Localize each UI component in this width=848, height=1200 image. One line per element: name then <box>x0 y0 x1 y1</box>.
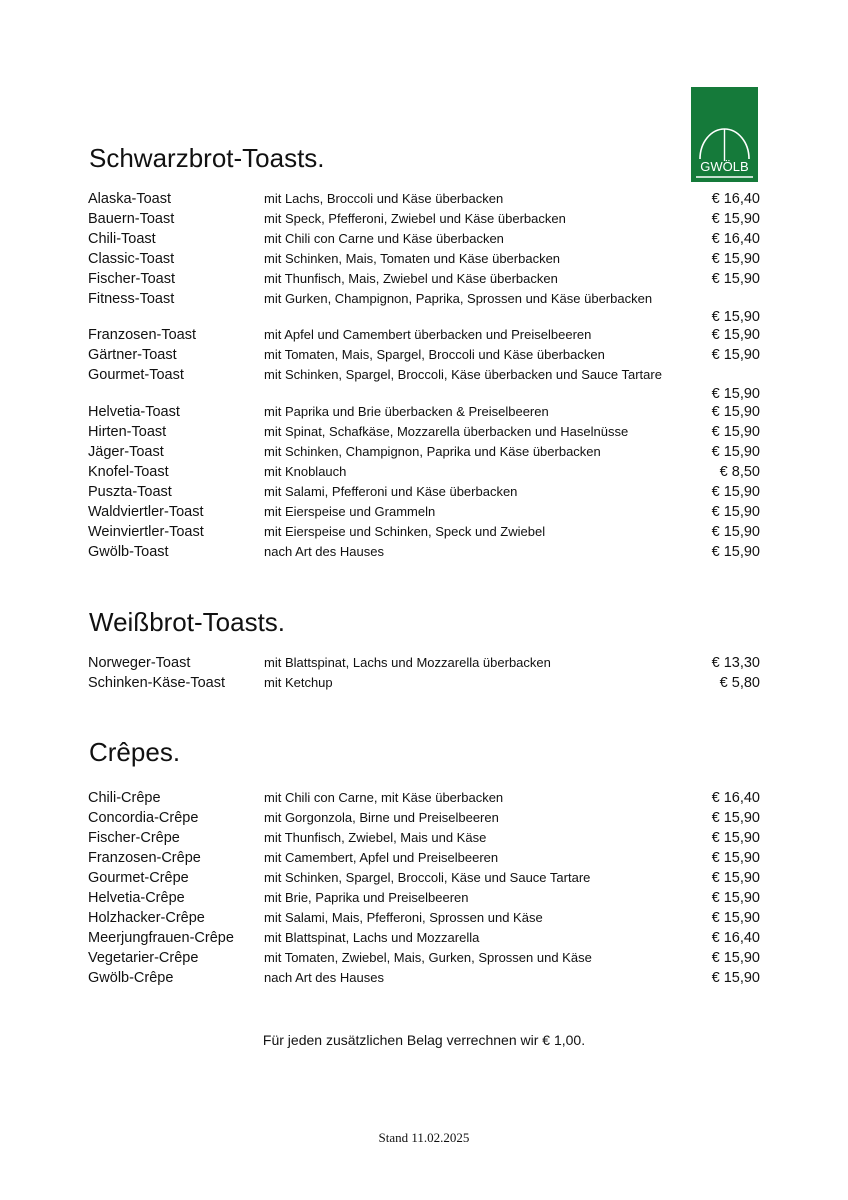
item-name: Jäger-Toast <box>88 444 164 460</box>
menu-item <box>88 848 760 868</box>
item-description: mit Knoblauch <box>264 464 347 479</box>
menu-item <box>88 968 760 988</box>
item-price: € 16,40 <box>711 930 760 946</box>
item-description: mit Spinat, Schafkäse, Mozzarella überbacken und Haselnüsse <box>264 424 629 439</box>
menu-item <box>88 482 760 502</box>
section-title-schwarzbrot: Schwarzbrot-Toasts. <box>89 143 325 173</box>
item-description: mit Brie, Paprika und Preiselbeeren <box>264 890 469 905</box>
item-price: € 16,40 <box>711 231 760 247</box>
menu-item <box>88 948 760 968</box>
gwoelb-logo <box>691 87 758 182</box>
menu-item <box>88 808 760 828</box>
item-name: Fitness-Toast <box>88 291 175 307</box>
item-description: mit Schinken, Mais, Tomaten und Käse überbacken <box>264 251 561 266</box>
item-description: mit Salami, Mais, Pfefferoni, Sprossen und Käse <box>264 910 543 925</box>
item-price: € 13,30 <box>711 655 760 671</box>
item-price: € 15,90 <box>711 271 760 287</box>
menu-item <box>88 653 760 673</box>
item-description: mit Schinken, Spargel, Broccoli, Käse überbacken und Sauce Tartare <box>264 367 662 382</box>
menu-item <box>88 888 760 908</box>
menu-item <box>88 788 760 808</box>
item-price: € 15,90 <box>711 524 760 540</box>
item-description: mit Thunfisch, Zwiebel, Mais und Käse <box>264 830 487 845</box>
item-name: Meerjungfrauen-Crêpe <box>88 930 234 946</box>
item-name: Gourmet-Crêpe <box>88 870 189 886</box>
item-name: Puszta-Toast <box>88 484 172 500</box>
item-description: mit Lachs, Broccoli und Käse überbacken <box>264 191 504 206</box>
menu-item <box>88 868 760 888</box>
menu-item <box>88 209 760 229</box>
menu-list-schwarzbrot <box>88 189 760 562</box>
item-name: Franzosen-Toast <box>88 327 196 343</box>
item-description: mit Gorgonzola, Birne und Preiselbeeren <box>264 810 499 825</box>
item-description: mit Paprika und Brie überbacken & Preiselbeeren <box>264 404 549 419</box>
item-price: € 15,90 <box>711 309 760 325</box>
item-price: € 15,90 <box>711 386 760 402</box>
item-name: Alaska-Toast <box>88 191 172 207</box>
item-description: mit Schinken, Spargel, Broccoli, Käse und Sauce Tartare <box>264 870 591 885</box>
item-price: € 15,90 <box>711 211 760 227</box>
item-price: € 15,90 <box>711 327 760 343</box>
item-name: Helvetia-Toast <box>88 404 180 420</box>
item-description: nach Art des Hauses <box>264 970 384 985</box>
item-description: mit Eierspeise und Grammeln <box>264 504 436 519</box>
item-price: € 15,90 <box>711 404 760 420</box>
menu-item <box>88 345 760 365</box>
item-name: Classic-Toast <box>88 251 175 267</box>
item-price: € 15,90 <box>711 870 760 886</box>
item-name: Franzosen-Crêpe <box>88 850 201 866</box>
item-price: € 15,90 <box>711 504 760 520</box>
item-name: Gwölb-Toast <box>88 544 169 560</box>
menu-item <box>88 673 760 693</box>
item-price: € 15,90 <box>711 970 760 986</box>
item-price: € 16,40 <box>711 790 760 806</box>
item-description: mit Ketchup <box>264 675 333 690</box>
item-name: Knofel-Toast <box>88 464 169 480</box>
item-name: Fischer-Toast <box>88 271 176 287</box>
item-name: Hirten-Toast <box>88 424 167 440</box>
item-name: Weinviertler-Toast <box>88 524 204 540</box>
item-name: Gourmet-Toast <box>88 367 184 383</box>
menu-item <box>88 828 760 848</box>
item-description: mit Gurken, Champignon, Paprika, Sprossen und Käse überbacken <box>264 291 653 306</box>
item-description: mit Blattspinat, Lachs und Mozzarella <box>264 930 480 945</box>
menu-item <box>88 422 760 442</box>
menu-item <box>88 229 760 249</box>
item-price: € 15,90 <box>711 251 760 267</box>
item-price: € 15,90 <box>711 444 760 460</box>
item-description: mit Camembert, Apfel und Preiselbeeren <box>264 850 499 865</box>
menu-item <box>88 189 760 209</box>
item-description: nach Art des Hauses <box>264 544 384 559</box>
item-price: € 15,90 <box>711 424 760 440</box>
item-price: € 15,90 <box>711 544 760 560</box>
item-name: Schinken-Käse-Toast <box>88 675 226 691</box>
menu-item <box>88 542 760 562</box>
stand-date: Stand 11.02.2025 <box>378 1130 470 1145</box>
item-price: € 5,80 <box>719 675 760 691</box>
menu-item <box>88 402 760 422</box>
menu-item <box>88 522 760 542</box>
item-description: mit Speck, Pfefferoni, Zwiebel und Käse überbacken <box>264 211 566 226</box>
item-description: mit Tomaten, Mais, Spargel, Broccoli und Käse überbacken <box>264 347 605 362</box>
item-description: mit Tomaten, Zwiebel, Mais, Gurken, Sprossen und Käse <box>264 950 592 965</box>
item-price: € 15,90 <box>711 950 760 966</box>
item-description: mit Chili con Carne, mit Käse überbacken <box>264 790 504 805</box>
menu-item <box>88 365 760 402</box>
section-title-weissbrot: Weißbrot-Toasts. <box>89 607 286 637</box>
item-price: € 15,90 <box>711 484 760 500</box>
item-name: Vegetarier-Crêpe <box>88 950 199 966</box>
item-name: Waldviertler-Toast <box>88 504 204 520</box>
menu-item <box>88 249 760 269</box>
item-price: € 8,50 <box>719 464 760 480</box>
menu-item <box>88 325 760 345</box>
item-price: € 16,40 <box>711 191 760 207</box>
section-title-crepes: Crêpes. <box>89 737 181 767</box>
logo-text: GWÖLB <box>700 159 749 174</box>
menu-item <box>88 462 760 482</box>
item-name: Gärtner-Toast <box>88 347 177 363</box>
menu-list-weissbrot <box>88 653 760 693</box>
item-name: Holzhacker-Crêpe <box>88 910 205 926</box>
item-name: Bauern-Toast <box>88 211 175 227</box>
item-description: mit Apfel und Camembert überbacken und Preiselbeeren <box>264 327 592 342</box>
item-name: Gwölb-Crêpe <box>88 970 174 986</box>
menu-item <box>88 289 760 325</box>
item-description: mit Blattspinat, Lachs und Mozzarella überbacken <box>264 655 551 670</box>
menu-item <box>88 928 760 948</box>
extra-topping-note: Für jeden zusätzlichen Belag verrechnen wir € 1,00. <box>262 1032 586 1048</box>
item-name: Concordia-Crêpe <box>88 810 199 826</box>
menu-item <box>88 502 760 522</box>
item-description: mit Eierspeise und Schinken, Speck und Zwiebel <box>264 524 546 539</box>
menu-item <box>88 442 760 462</box>
item-name: Fischer-Crêpe <box>88 830 180 846</box>
item-name: Chili-Crêpe <box>88 790 161 806</box>
item-price: € 15,90 <box>711 910 760 926</box>
item-name: Norweger-Toast <box>88 655 191 671</box>
item-price: € 15,90 <box>711 810 760 826</box>
item-price: € 15,90 <box>711 830 760 846</box>
item-description: mit Chili con Carne und Käse überbacken <box>264 231 504 246</box>
item-name: Helvetia-Crêpe <box>88 890 185 906</box>
item-price: € 15,90 <box>711 347 760 363</box>
item-name: Chili-Toast <box>88 231 156 247</box>
menu-item <box>88 269 760 289</box>
menu-item <box>88 908 760 928</box>
item-price: € 15,90 <box>711 890 760 906</box>
item-description: mit Schinken, Champignon, Paprika und Käse überbacken <box>264 444 601 459</box>
item-description: mit Thunfisch, Mais, Zwiebel und Käse überbacken <box>264 271 558 286</box>
item-price: € 15,90 <box>711 850 760 866</box>
menu-list-crepes <box>88 788 760 988</box>
item-description: mit Salami, Pfefferoni und Käse überbacken <box>264 484 518 499</box>
